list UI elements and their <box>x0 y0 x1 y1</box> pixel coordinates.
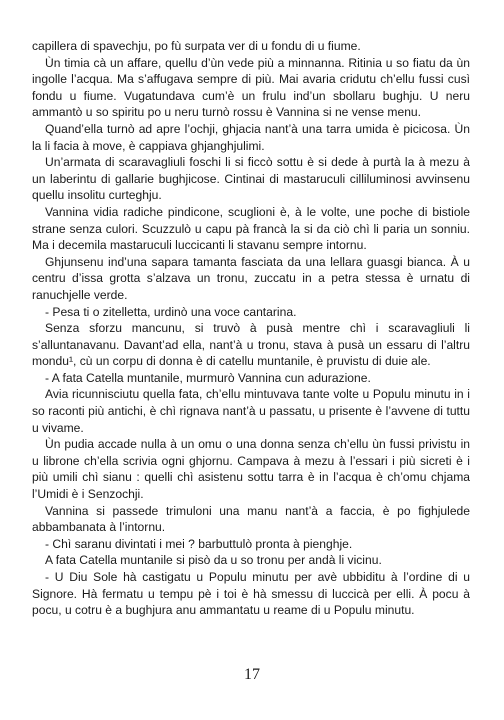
paragraph: Ùn timia cà un affare, quellu d’ùn vede più a minnanna. Ritinia u so fiatu da ùn ingolle l’acqua. Ma s’affugava sempre di più. Mai avaria cridutu ch’ellu fussi cusì fondu u fiume. Vugatundava cum’è un frulu ind’un sbollaru bughju. U neru ammantò u so spiritu po u neru turnò rossu è Vannina si ne vense menu. <box>32 55 470 120</box>
paragraph: Vannina vidia radiche pindicone, scuglioni è, à le volte, une poche di bistiole strane senza culori. Scuzzulò u capu pà francà la si da ciò chì li paria un sonniu. Ma i decemila mastaruculi luccicanti li stavanu sempre intornu. <box>32 204 470 253</box>
paragraph: - Pesa ti o zitelletta, urdinò una voce cantarina. <box>45 304 297 319</box>
paragraph: - A fata Catella muntanile, murmurò Vannina cun adurazione. <box>45 370 371 385</box>
body-text <box>32 38 470 619</box>
paragraph: Ùn pudia accade nulla à un omu o una donna senza ch’ellu ùn fussi privistu in u librone ch’ella scrivia ogni ghjornu. Campava à mezu à l’essari i più sicreti è i più umili chì sianu : quelli chì asistenu sottu tarra è in l’acqua è ch’omu chjama l’Umidi è i Senzochji. <box>32 437 470 502</box>
paragraph: Avia ricunnisciutu quella fata, ch’ellu mintuvava tante volte u Populu minutu in i so raconti più antichi, è chì rignava nant’à u passatu, u prisente è l’avvene di tuttu u vivame. <box>32 387 470 435</box>
paragraph: - U Diu Sole hà castigatu u Populu minutu per avè ubbiditu à l’ordine di u Signore. Hà fermatu u tempu pè i toi è hà smessu di luccicà per elli. À pocu à pocu, u cotru è a bughjura anu ammantatu u reame di u Populu minutu. <box>32 570 470 618</box>
paragraph: A fata Catella muntanile si pisò da u so tronu per andà li vicinu. <box>45 553 382 568</box>
page-number: 17 <box>244 666 260 683</box>
paragraph: Vannina si passede trimuloni una manu nant’à a faccia, è po fighjulede abbambanata à l’intornu. <box>32 503 470 535</box>
paragraph: Quand’ella turnò ad apre l’ochji, ghjacia nant’à una tarra umida è picicosa. Ùn la li facia à move, è cappiava ghjanghjulimi. <box>32 121 470 153</box>
paragraph: Senza sforzu mancunu, si truvò à pusà mentre chì i scaravagliuli li s’alluntanavanu. Davant’ad ella, nant’à u tronu, stava à pusà un essaru di l’altru mondu¹, cù un corpu di donna è di catellu muntanile, è pruvistu di duie ale. <box>32 321 470 369</box>
paragraph: capillera di spavechju, po fù surpata ver di u fondu di u fiume. <box>32 39 361 53</box>
paragraph: Ghjunsenu ind’una sapara tamanta fasciata da una lellara guasgi bianca. À u centru d’issa grotta s’alzava un tronu, zuccatu in a petra stessa è urnatu di ranuchjelle verde. <box>32 254 470 302</box>
paragraph: - Chì saranu divintati i mei ? barbuttulò pronta à pienghje. <box>45 536 353 551</box>
paragraph: Un’armata di scaravagliuli foschi li si ficcò sottu è si dede à purtà la à mezu à un laberintu di gallarie bughjicose. Cintinai di mastaruculi cilliluminosi avvinsenu quellu insolitu curteghju. <box>32 155 470 203</box>
